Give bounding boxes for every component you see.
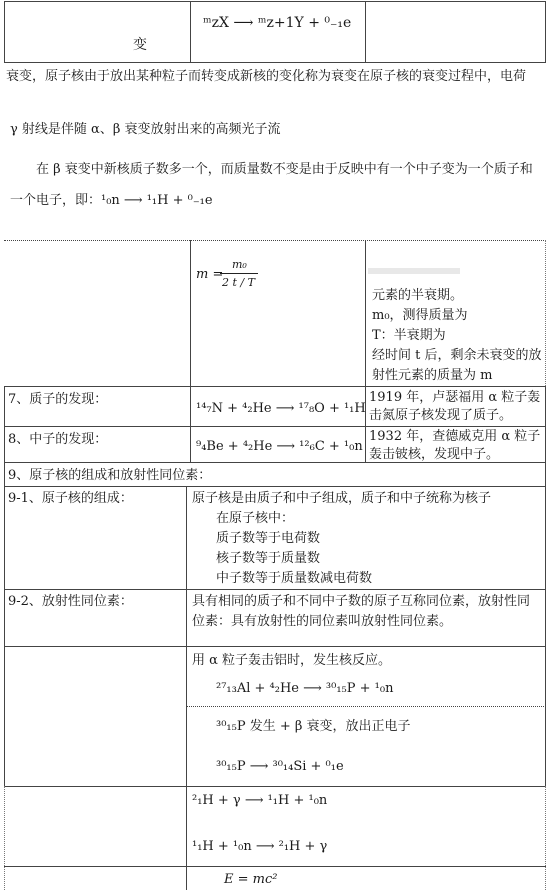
table-row-border <box>186 706 546 707</box>
table-row-border <box>4 866 546 867</box>
halflife-fraction-bar <box>220 273 258 274</box>
table-col-divider <box>365 1 366 62</box>
table-right-border <box>545 786 546 890</box>
nucleus-composition-label: 9-1、原子核的组成： <box>8 491 133 506</box>
halflife-bottom-border <box>4 386 546 387</box>
isotope-definition-line: 位素：具有放射性的同位素叫放射性同位素。 <box>192 614 453 629</box>
table-left-border <box>4 646 5 786</box>
table-right-border <box>545 486 546 646</box>
isotope-label: 9-2、放射性同位素： <box>8 594 133 609</box>
halflife-formula-numerator: m₀ <box>232 258 247 271</box>
aluminum-reaction-equation: ²⁷₁₃Al + ⁴₂He ⟶ ³⁰₁₅P + ¹₀n <box>216 681 394 696</box>
halflife-note-line: 射性元素的质量为 m <box>372 368 493 383</box>
table-top-border <box>4 1 546 2</box>
halflife-note-line: 元素的半衰期。 <box>372 288 464 303</box>
nucleus-composition-line: 质子数等于电荷数 <box>216 531 321 546</box>
table-col-divider <box>190 386 191 462</box>
table-left-border <box>4 786 5 890</box>
table-col-divider <box>365 386 366 462</box>
table-col-divider <box>190 1 191 62</box>
halflife-formula-denominator: 2 t / T <box>222 276 255 289</box>
table-right-border <box>545 646 546 786</box>
aluminum-bombardment-intro: 用 α 粒子轰击铝时，发生核反应。 <box>192 653 392 668</box>
halflife-formula-lhs: m = <box>196 267 224 282</box>
phosphorus-decay-equation: ³⁰₁₅P ⟶ ³⁰₁₄Si + ⁰₁e <box>216 759 344 774</box>
table-left-border <box>4 1 5 62</box>
decay-definition-paragraph: 衰变，原子核由于放出某种粒子而转变成新核的变化称为衰变在原子核的衰变过程中，电荷 <box>6 69 527 84</box>
proton-discovery-note: 1919 年，卢瑟福用 α 粒子轰 <box>369 390 541 405</box>
scan-smudge <box>368 268 460 274</box>
neutron-decay-equation: 一个电子，即：¹₀n ⟶ ¹₁H + ⁰₋₁e <box>10 193 213 208</box>
neutron-discovery-note: 1932 年，查德威克用 α 粒子 <box>369 429 541 444</box>
halflife-top-border <box>4 240 546 241</box>
table-row-border <box>4 589 546 590</box>
neutron-discovery-equation: ⁹₄Be + ⁴₂He ⟶ ¹²₆C + ¹₀n <box>196 439 363 454</box>
proton-discovery-note: 击氮原子核发现了质子。 <box>369 408 513 423</box>
table-row-border <box>4 786 546 787</box>
halflife-col-divider <box>365 240 366 386</box>
table-left-border <box>4 486 5 646</box>
section-9-title: 9、原子核的组成和放射性同位素： <box>8 468 212 483</box>
beta-decay-explanation: 在 β 衰变中新核质子数多一个，而质量数不变是由于反映中有一个中子变为一个质子和 <box>36 162 533 177</box>
halflife-note-line: 经时间 t 后，剩余未衰变的放 <box>372 348 542 363</box>
proton-discovery-equation: ¹⁴₇N + ⁴₂He ⟶ ¹⁷₈O + ¹₁H <box>196 401 366 416</box>
table-row-border <box>4 426 546 427</box>
table-row-border <box>4 646 546 647</box>
deuteron-photodisintegration-equation: ²₁H + γ ⟶ ¹₁H + ¹₀n <box>192 793 328 808</box>
table-right-border <box>545 1 546 62</box>
halflife-col-divider <box>190 240 191 386</box>
deuteron-formation-equation: ¹₁H + ¹₀n ⟶ ²₁H + γ <box>192 839 328 854</box>
halflife-right-border <box>545 240 546 386</box>
gamma-ray-paragraph: γ 射线是伴随 α、β 衰变放射出来的高频光子流 <box>10 122 281 137</box>
nucleus-composition-line: 核子数等于质量数 <box>216 551 321 566</box>
table-row-border <box>4 62 546 63</box>
nucleus-composition-line: 在原子核中： <box>216 511 295 526</box>
table-col-divider <box>186 646 187 786</box>
halflife-note-line: m₀，测得质量为 <box>372 308 468 323</box>
table-col-divider <box>186 486 187 646</box>
proton-discovery-label: 7、质子的发现： <box>8 392 108 407</box>
phosphorus-decay-description: ³⁰₁₅P 发生 + β 衰变，放出正电子 <box>216 719 411 734</box>
table-row-border <box>4 486 546 487</box>
mass-energy-equation: E = mc² <box>224 872 278 887</box>
beta-decay-equation: ᵐzX ⟶ ᵐz+1Y + ⁰₋₁e <box>203 15 352 31</box>
table-col-divider <box>186 786 187 890</box>
neutron-discovery-note: 轰击铍核，发现中子。 <box>369 447 500 462</box>
isotope-definition-line: 具有相同的质子和不同中子数的原子互称同位素，放射性同 <box>192 594 531 609</box>
decay-row-label: 变 <box>133 37 147 53</box>
nucleus-composition-line: 原子核是由质子和中子组成，质子和中子统称为核子 <box>192 491 492 506</box>
neutron-discovery-label: 8、中子的发现： <box>8 432 108 447</box>
nucleus-composition-line: 中子数等于质量数减电荷数 <box>216 571 373 586</box>
halflife-note-line: T：半衰期为 <box>372 328 446 343</box>
